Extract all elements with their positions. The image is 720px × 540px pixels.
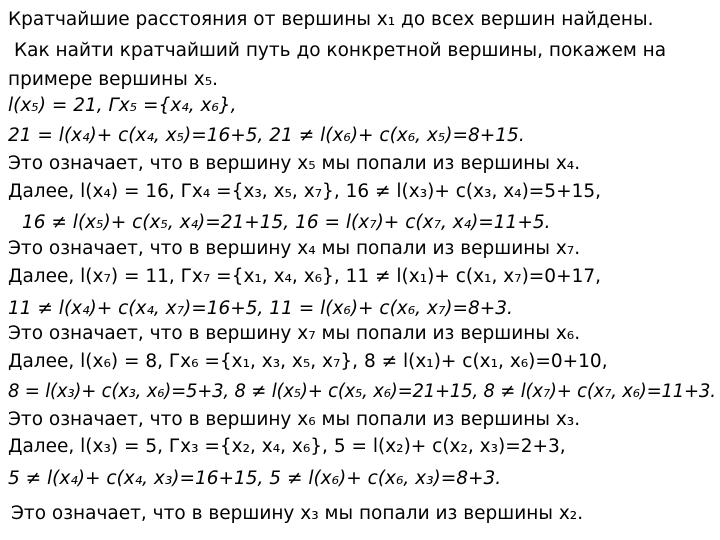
text-line-conclusion-x5: Это означает, что в вершину x₅ мы попали из вершины x₄.	[8, 153, 581, 174]
formula-line-l-x7: Далее, l(x₇) = 11, Гx₇ ={x₁, x₄, x₆}, 11 ≠ l(x₁)+ c(x₁, x₇)=0+17,	[8, 266, 602, 287]
formula-line-l-x5: l(x₅) = 21, Гx₅ ={x₄, x₆},	[8, 95, 237, 116]
formula-line-l-x4: Далее, l(x₄) = 16, Гx₄ ={x₃, x₅, x₇}, 16 ≠ l(x₃)+ c(x₃, x₄)=5+15,	[8, 181, 602, 202]
formula-line-x3-check: 5 ≠ l(x₄)+ c(x₄, x₃)=16+15, 5 ≠ l(x₆)+ c(x₆, x₃)=8+3.	[8, 468, 502, 489]
text-line-conclusion-x3: Это означает, что в вершину x₃ мы попали из вершины x₂.	[11, 503, 584, 524]
text-line-example: примере вершины x₅.	[8, 69, 219, 90]
text-line-question: Как найти кратчайший путь до конкретной вершины, покажем на	[14, 40, 667, 61]
formula-line-x6-check: 8 = l(x₃)+ c(x₃, x₆)=5+3, 8 ≠ l(x₅)+ c(x₅, x₆)=21+15, 8 ≠ l(x₇)+ c(x₇, x₆)=11+3.	[8, 381, 716, 402]
text-line-conclusion-x7: Это означает, что в вершину x₇ мы попали из вершины x₆.	[8, 323, 581, 344]
formula-line-x5-check: 21 = l(x₄)+ c(x₄, x₅)=16+5, 21 ≠ l(x₆)+ c(x₆, x₅)=8+15.	[8, 125, 525, 146]
text-line-conclusion-x6: Это означает, что в вершину x₆ мы попали из вершины x₃.	[8, 409, 581, 430]
text-line-conclusion-x4: Это означает, что в вершину x₄ мы попали из вершины x₇.	[8, 238, 581, 259]
formula-line-x4-check: 16 ≠ l(x₅)+ c(x₅, x₄)=21+15, 16 = l(x₇)+ c(x₇, x₄)=11+5.	[22, 212, 551, 233]
formula-line-l-x6: Далее, l(x₆) = 8, Гx₆ ={x₁, x₃, x₅, x₇}, 8 ≠ l(x₁)+ c(x₁, x₆)=0+10,	[8, 351, 608, 372]
formula-line-x7-check: 11 ≠ l(x₄)+ c(x₄, x₇)=16+5, 11 = l(x₆)+ c(x₆, x₇)=8+3.	[8, 298, 513, 319]
text-line-intro: Кратчайшие расстояния от вершины x₁ до всех вершин найдены.	[8, 9, 654, 30]
formula-line-l-x3: Далее, l(x₃) = 5, Гx₃ ={x₂, x₄, x₆}, 5 = l(x₂)+ c(x₂, x₃)=2+3,	[8, 436, 566, 457]
